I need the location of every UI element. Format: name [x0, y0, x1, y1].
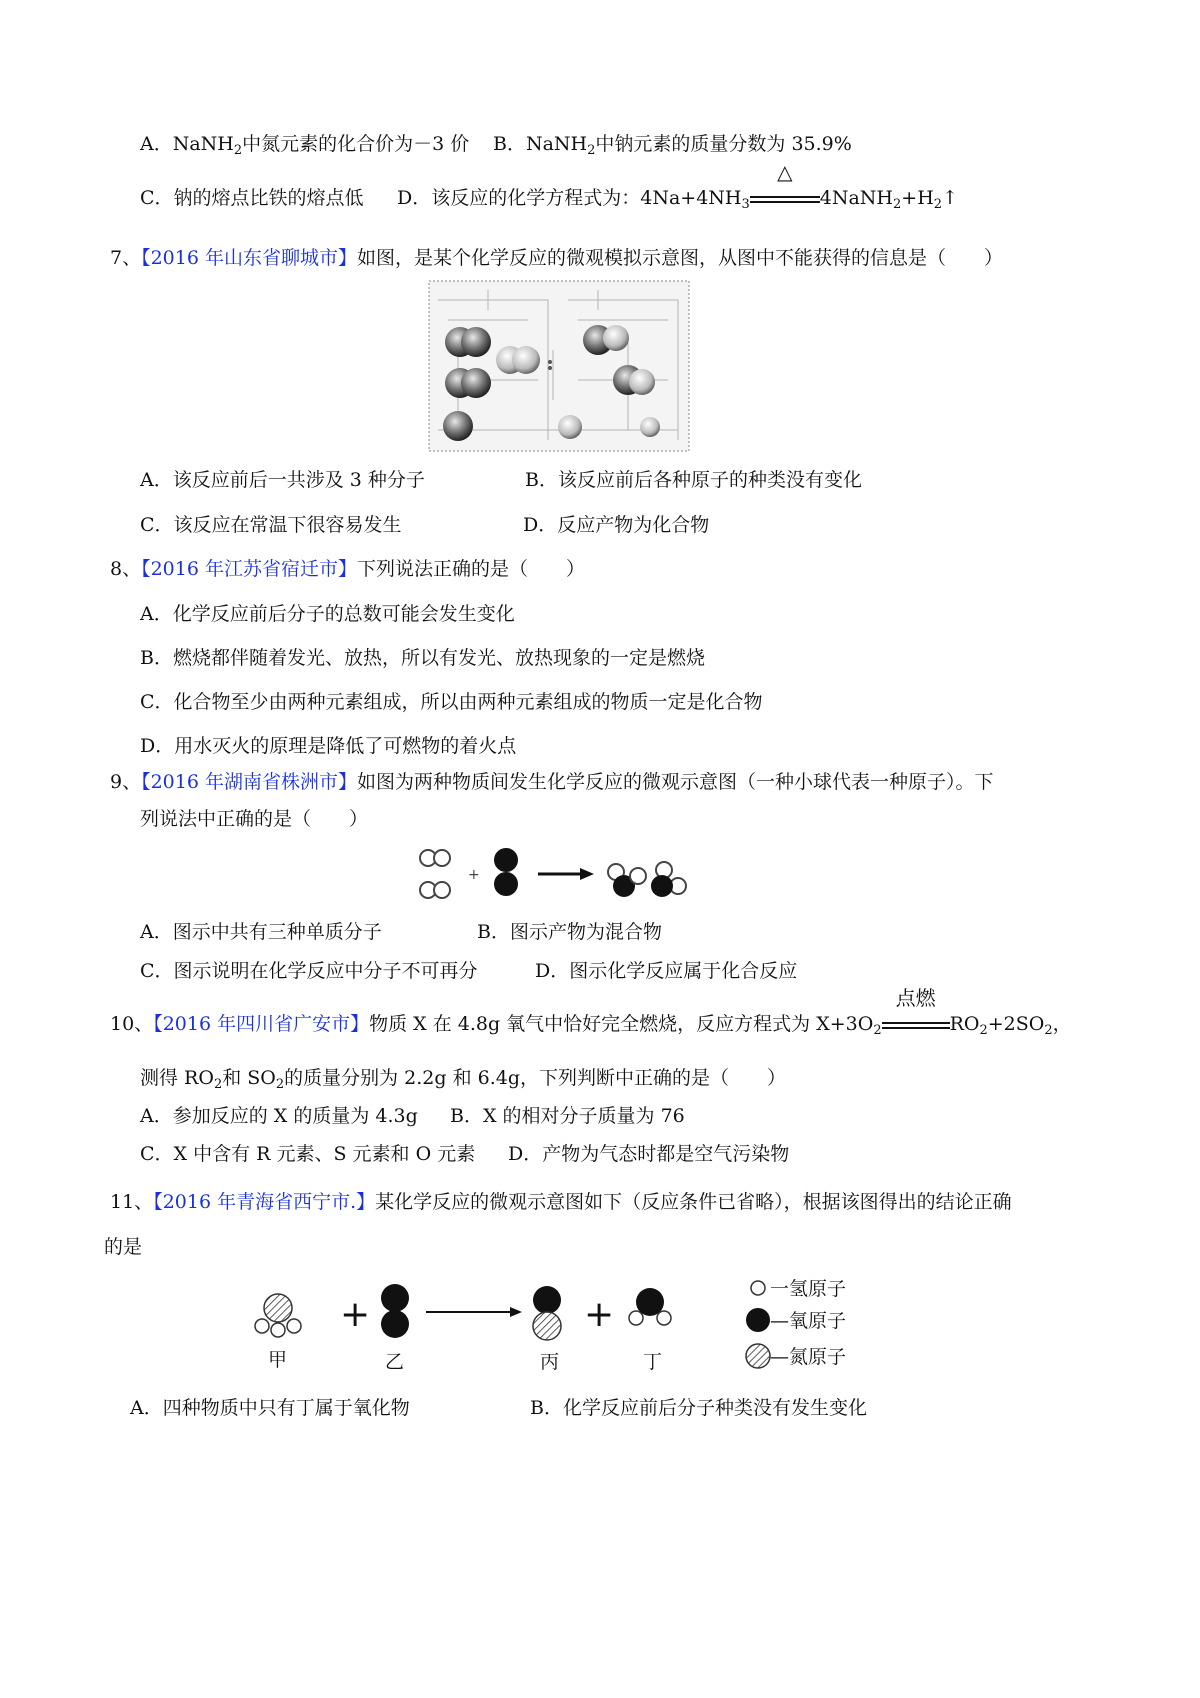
q8-option-b: B．燃烧都伴随着发光、放热，所以有发光、放热现象的一定是燃烧	[140, 647, 705, 669]
q6-option-d: D．该反应的化学方程式为：$4Na+4NH_3$ △ $4NaNH_2+H_2↑$	[397, 160, 958, 212]
legend-oxygen: —氧原子	[770, 1310, 847, 1332]
q9-option-b: B．图示产物为混合物	[477, 921, 662, 943]
legend-nitrogen: —氮原子	[770, 1346, 847, 1368]
plus-sign-1: +	[340, 1294, 371, 1335]
q7-stem: 7、【2016 年山东省聊城市】如图，是某个化学反应的微观模拟示意图，从图中不能获得的信息是（ ）	[110, 247, 1004, 269]
q11-stem-line2: 的是	[104, 1236, 143, 1258]
heat-condition: △	[750, 186, 820, 210]
q11-option-b: B．化学反应前后分子种类没有发生变化	[530, 1397, 867, 1419]
q8-option-a: A．化学反应前后分子的总数可能会发生变化	[140, 603, 515, 625]
q10-option-d: D．产物为气态时都是空气污染物	[508, 1143, 790, 1165]
q7-option-b: B．该反应前后各种原子的种类没有变化	[525, 469, 862, 491]
ignite-condition: 点燃	[882, 1012, 950, 1036]
q6-option-a: A．NaNH$_2$中氮元素的化合价为－3 价	[140, 133, 470, 158]
q10-option-c: C．X 中含有 R 元素、S 元素和 O 元素	[140, 1143, 476, 1165]
q6-option-b: B．NaNH$_2$中钠元素的质量分数为 35.9%	[493, 133, 852, 158]
q8-option-c: C．化合物至少由两种元素组成，所以由两种元素组成的物质一定是化合物	[140, 691, 763, 713]
q11-option-a: A．四种物质中只有丁属于氧化物	[130, 1397, 410, 1419]
q7-molecule-figure	[428, 280, 690, 452]
q9-option-a: A．图示中共有三种单质分子	[140, 921, 382, 943]
q11-stem-line1: 11、【2016 年青海省西宁市.】某化学反应的微观示意图如下（反应条件已省略），根据该图得出的结论正确	[110, 1191, 1012, 1213]
q8-option-d: D．用水灭火的原理是降低了可燃物的着火点	[140, 735, 517, 757]
legend-hydrogen: 一氢原子	[770, 1278, 847, 1300]
label-yi: 乙	[385, 1351, 405, 1373]
q10-option-a: A．参加反应的 X 的质量为 4.3g	[140, 1105, 418, 1127]
label-bing: 丙	[540, 1351, 560, 1373]
label-ding: 丁	[643, 1351, 663, 1373]
q9-option-c: C．图示说明在化学反应中分子不可再分	[140, 960, 478, 982]
q7-option-a: A．该反应前后一共涉及 3 种分子	[140, 469, 425, 491]
plus-sign-2: +	[584, 1294, 615, 1335]
q7-option-d: D．反应产物为化合物	[523, 514, 710, 536]
q9-stem-line1: 9、【2016 年湖南省株洲市】如图为两种物质间发生化学反应的微观示意图（一种小球代表一种原子）。下	[110, 771, 994, 793]
q9-option-d: D．图示化学反应属于化合反应	[535, 960, 798, 982]
q8-stem: 8、【2016 年江苏省宿迁市】下列说法正确的是（ ）	[110, 558, 586, 580]
svg-text:+: +	[468, 867, 480, 883]
label-jia: 甲	[268, 1349, 288, 1371]
q6-option-c: C．钠的熔点比铁的熔点低	[140, 187, 364, 209]
q10-stem-line2: 测得 $RO_2$和 $SO_2$的质量分别为 2.2g 和 6.4g，下列判断中正确的是（ ）	[140, 1067, 787, 1092]
q9-stem-line2: 列说法中正确的是（ ）	[140, 808, 369, 830]
q10-option-b: B．X 的相对分子质量为 76	[450, 1105, 685, 1127]
q7-option-c: C．该反应在常温下很容易发生	[140, 514, 402, 536]
q9-reaction-figure	[410, 840, 700, 910]
q10-stem-line1: 10、【2016 年四川省广安市】物质 X 在 4.8g 氧气中恰好完全燃烧，反应方程式为 $X+3O_2$ 点燃 $RO_2+2SO_2$，	[110, 986, 1072, 1038]
